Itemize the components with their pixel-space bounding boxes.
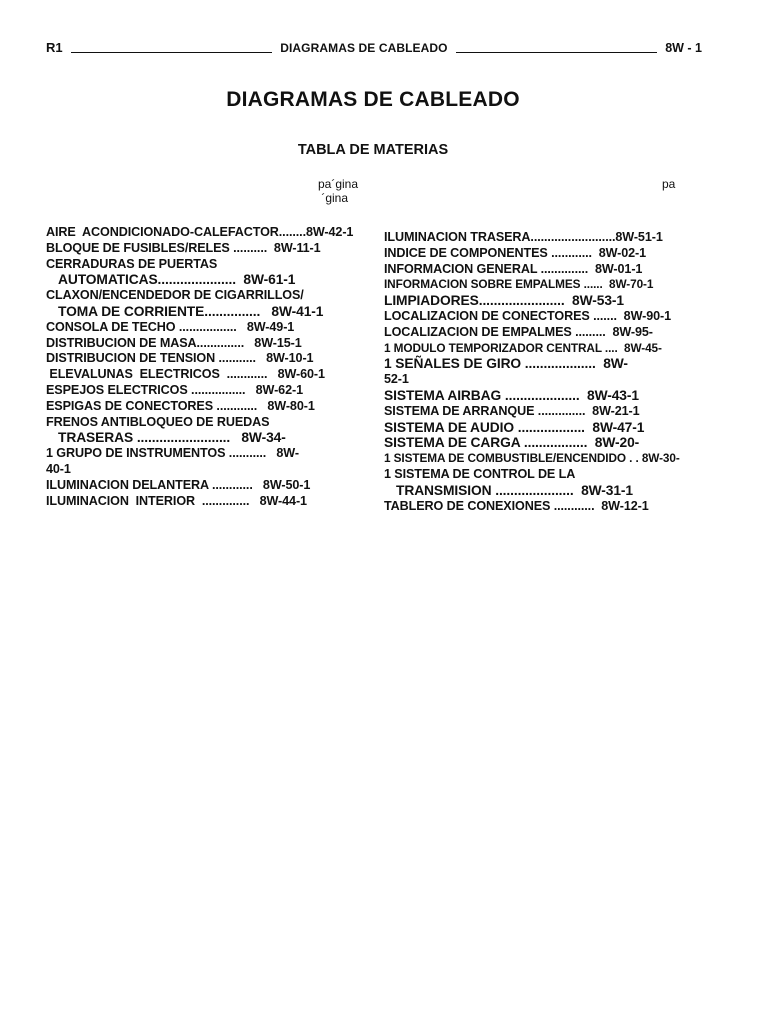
toc-entry: AIRE ACONDICIONADO-CALEFACTOR........8W-42-1: [46, 225, 354, 239]
toc-entry: SISTEMA AIRBAG .................... 8W-43-1: [384, 387, 639, 403]
header-rule-left: [71, 52, 273, 53]
toc-right-column: [384, 230, 704, 514]
toc-entry: 1 GRUPO DE INSTRUMENTOS ........... 8W-: [46, 446, 299, 461]
toc-entry: 1 MODULO TEMPORIZADOR CENTRAL .... 8W-45-: [384, 340, 662, 355]
header-section-title: DIAGRAMAS DE CABLEADO: [280, 41, 448, 55]
toc-entry: 1 SISTEMA DE COMBUSTIBLE/ENCENDIDO . . 8W-30-: [384, 451, 680, 466]
toc-entry: INFORMACION GENERAL .............. 8W-01-1: [384, 261, 643, 276]
pagina-label-right: pa: [662, 177, 676, 191]
header-section-code: R1: [46, 40, 63, 55]
toc-entry: 1 SEÑALES DE GIRO ................... 8W-: [384, 356, 628, 372]
toc-entry: CERRADURAS DE PUERTAS: [46, 256, 218, 271]
toc-entry: CLAXON/ENCENDEDOR DE CIGARRILLOS/: [46, 288, 304, 303]
toc-entry: TABLERO DE CONEXIONES ............ 8W-12-1: [384, 498, 649, 513]
toc-entry: ILUMINACION TRASERA.........................8W-51-1: [384, 230, 663, 244]
pagina-label-left: pa´gina ´gina: [318, 177, 359, 205]
page-header: [46, 37, 702, 55]
toc-entry: LOCALIZACION DE EMPALMES ......... 8W-95-: [384, 324, 653, 339]
header-page-number: 8W - 1: [665, 41, 702, 55]
toc-entry: BLOQUE DE FUSIBLES/RELES .......... 8W-11-1: [46, 240, 321, 255]
toc-entry: 1 SISTEMA DE CONTROL DE LA: [384, 466, 576, 481]
toc-entry: AUTOMATICAS..................... 8W-61-1: [58, 272, 296, 288]
toc-entry: LIMPIADORES....................... 8W-53-1: [384, 293, 624, 309]
toc-entry: TOMA DE CORRIENTE............... 8W-41-1: [58, 303, 324, 319]
toc-entry: INDICE DE COMPONENTES ............ 8W-02-1: [384, 245, 647, 260]
toc-left-column: [46, 225, 366, 509]
toc-entry: 52-1: [384, 372, 409, 387]
toc-entry: ILUMINACION DELANTERA ............ 8W-50-1: [46, 477, 311, 492]
toc-entry: ILUMINACION INTERIOR .............. 8W-44-1: [46, 493, 307, 508]
toc-entry: ESPIGAS DE CONECTORES ............ 8W-80-1: [46, 398, 315, 413]
header-rule-right: [456, 52, 658, 53]
toc-entry: TRANSMISION ..................... 8W-31-1: [396, 482, 634, 498]
toc-entry: CONSOLA DE TECHO ................. 8W-49-1: [46, 319, 295, 334]
toc-entry: INFORMACION SOBRE EMPALMES ...... 8W-70-1: [384, 277, 654, 292]
page-title: DIAGRAMAS DE CABLEADO: [226, 88, 520, 111]
page-subtitle: TABLA DE MATERIAS: [297, 142, 449, 158]
toc-entry: SISTEMA DE AUDIO .................. 8W-47-1: [384, 419, 645, 435]
toc-entry: LOCALIZACION DE CONECTORES ....... 8W-90-1: [384, 308, 671, 323]
toc-entry: ELEVALUNAS ELECTRICOS ............ 8W-60-1: [46, 367, 325, 382]
toc-entry: DISTRIBUCION DE TENSION ........... 8W-10-1: [46, 351, 314, 366]
toc-entry: DISTRIBUCION DE MASA.............. 8W-15-1: [46, 335, 302, 350]
toc-entry: ESPEJOS ELECTRICOS ................ 8W-62-1: [46, 382, 303, 397]
toc-entry: SISTEMA DE CARGA ................. 8W-20-: [384, 435, 640, 451]
toc-entry: SISTEMA DE ARRANQUE .............. 8W-21-1: [384, 403, 640, 418]
toc-entry: FRENOS ANTIBLOQUEO DE RUEDAS: [46, 414, 270, 429]
toc-entry: TRASERAS ......................... 8W-34-: [58, 430, 286, 446]
toc-entry: 40-1: [46, 461, 71, 476]
